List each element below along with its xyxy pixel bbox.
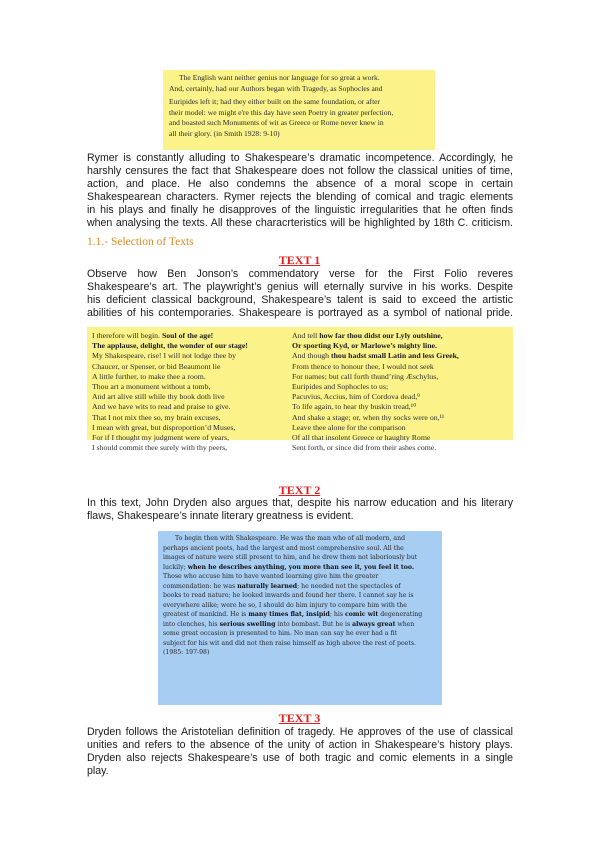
poem-line: And we have wits to read and praise to give.	[92, 402, 231, 412]
text3-paragraph	[87, 726, 513, 778]
poem-line: Leave thee alone for the comparison	[292, 422, 406, 432]
poem-line: Of all that insolent Greece or haughty Rome	[292, 433, 431, 443]
jonson-poem-box	[87, 327, 513, 453]
poem-line: Or sporting Kyd, or Marlowe’s mighty line.	[292, 341, 437, 351]
poem-line: A little further, to make thee a room.	[92, 371, 206, 381]
poem-line: That I not mix thee so, my brain excuses,	[92, 412, 221, 422]
poem-line: Euripides and Sophocles to us;	[292, 382, 389, 392]
quote-line: Those who accuse him to have wanted learning give him the greater	[163, 573, 379, 580]
poem-line: For if I thought my judgment were of years,	[92, 433, 230, 443]
poem-line: Thou art a monument without a tomb,	[92, 382, 211, 392]
poem-line: And art alive still while thy book doth live	[92, 392, 225, 402]
paragraph-line: flaws, Shakespeare’s innate literary greatness is evident.	[87, 510, 354, 522]
quote-line: greatest of mankind. He is many times flat, insipid; his comic wit degenerating	[163, 611, 423, 618]
text2-label: TEXT 2	[278, 483, 321, 497]
poem-line: The applause, delight, the wonder of our stage!	[92, 341, 248, 351]
poem-line: And though thou hadst small Latin and less Greek,	[292, 351, 459, 361]
text1-paragraph	[87, 268, 513, 320]
quote-line: subject for his wit and did not then raise himself as high above the rest of poets.	[163, 639, 416, 647]
poem-line: For names; but call forth thund’ring Æschylus,	[292, 371, 439, 381]
paragraph-line: harshly censures the fact that Shakespeare does not follow the classical unities of time,	[87, 165, 513, 177]
poem-line: Sent forth, or since did from their ashes come.	[292, 443, 437, 453]
poem-line: Chaucer, or Spenser, or bid Beaumont lie	[92, 361, 221, 371]
quote-line: Euripides left it; had they either built on the same foundation, or after	[169, 97, 381, 107]
paragraph-line: play.	[87, 765, 109, 777]
quote-line: luckily; when he describes anything, you more than see it, you feel it too.	[163, 563, 415, 571]
poem-line: My Shakespeare, rise! I will not lodge thee by	[92, 351, 236, 361]
paragraph-line: abilities of his contemporaries. Shakespeare is portrayed as a symbol of national pride.	[87, 307, 513, 319]
poem-right-column	[292, 331, 459, 453]
quote-line: The English want neither genius nor language for so great a work.	[179, 73, 380, 82]
quote-line: their model: we might e're this day have seen Poetry in greater perfection,	[169, 107, 394, 117]
quote-line: everywhere alike; were he so, I should do him injury to compare him with the	[163, 601, 407, 609]
paragraph-line: Rymer is constantly alluding to Shakespeare’s dramatic incompetence. Accordingly, he	[87, 152, 513, 164]
paragraph-line: unities and refers to the absence of the unity of action in Shakespeare’s history plays.	[87, 739, 513, 751]
poem-line: Pacuvius, Accius, him of Cordova dead,⁹	[292, 392, 420, 402]
rymer-quote-stanza-1	[169, 73, 429, 94]
paragraph-line: Dryden follows the Aristotelian definition of tragedy. He approves of the use of classical	[87, 726, 513, 738]
rymer-quote-stanza-2	[169, 97, 429, 139]
text3-label: TEXT 3	[278, 711, 321, 725]
quote-line: (1985: 197-98)	[163, 649, 210, 656]
paragraph-line: In this text, John Dryden also argues that, despite his narrow education and his literary	[87, 497, 513, 509]
quote-line: To begin then with Shakespeare. He was the man who of all modern, and	[175, 535, 406, 542]
rymer-paragraph	[87, 152, 513, 230]
poem-line: To life again, to hear thy buskin tread,¹⁰	[292, 402, 417, 412]
quote-line: books to read nature; he looked inwards and found her there. I cannot say he is	[163, 592, 414, 599]
quote-line: images of nature were still present to him, and he drew them not laboriously but	[163, 554, 418, 561]
paragraph-line: Shakespeare’s art. The playwright’s genius will eternally survive in his works. Despite	[87, 281, 513, 293]
section-heading: 1.1.- Selection of Texts	[87, 236, 194, 248]
quote-line: perhaps ancient poets, had the largest and most comprehensive soul. All the	[163, 544, 404, 552]
poem-line: I should commit thee surely with thy peers,	[92, 443, 228, 453]
rymer-quote-box	[163, 70, 435, 150]
quote-line: and boasted such Monuments of wit as Greece or Rome never knew in	[169, 118, 384, 128]
quote-line: commendation: he was naturally learned; he needed not the spectacles of	[163, 582, 401, 590]
dryden-quote-box	[158, 531, 442, 705]
poem-line: And shake a stage; or, when thy socks were on,¹¹	[292, 412, 445, 422]
quote-line: some great occasion is presented to him. No man can say he ever had a fit	[163, 630, 398, 637]
paragraph-line: Dryden also rejects Shakespeare’s use of both tragic and comic elements in a single	[87, 752, 513, 764]
paragraph-line: action, and place. He also condemns the absence of a moral scope in certain	[87, 178, 513, 190]
poem-left-column	[92, 331, 248, 453]
paragraph-line: Shakespearean characters. Rymer rejects the blending of comical and tragic elements	[87, 191, 513, 203]
poem-line: And tell how far thou didst our Lyly outshine,	[292, 331, 443, 340]
text2-paragraph	[87, 497, 513, 523]
poem-line: I mean with great, but disproportion’d Muses,	[92, 422, 236, 432]
paragraph-line: his deficient classical background, Shakespeare’s talent is said to exceed the artistic	[87, 294, 513, 306]
paragraph-line: when analysing the texts. All these characrteristics will be highlighted by 18th C. criticism.	[87, 217, 513, 229]
paragraph-line: in his plays and finally he disapproves of the linguistic irregularities that he often finds	[87, 204, 513, 216]
quote-line: all their glory. (in Smith 1928: 9-10)	[169, 128, 280, 138]
paragraph-line: Observe how Ben Jonson’s commendatory verse for the First Folio reveres	[87, 268, 513, 280]
quote-line: And, certainly, had our Authors began with Tragedy, as Sophocles and	[169, 83, 383, 93]
text1-label: TEXT 1	[278, 253, 321, 267]
poem-line: From thence to honour thee, I would not seek	[292, 361, 434, 371]
quote-line: into clenches, his serious swelling into bombast. But he is always great when	[163, 620, 415, 628]
poem-line: I therefore will begin. Soul of the age!	[92, 331, 214, 340]
